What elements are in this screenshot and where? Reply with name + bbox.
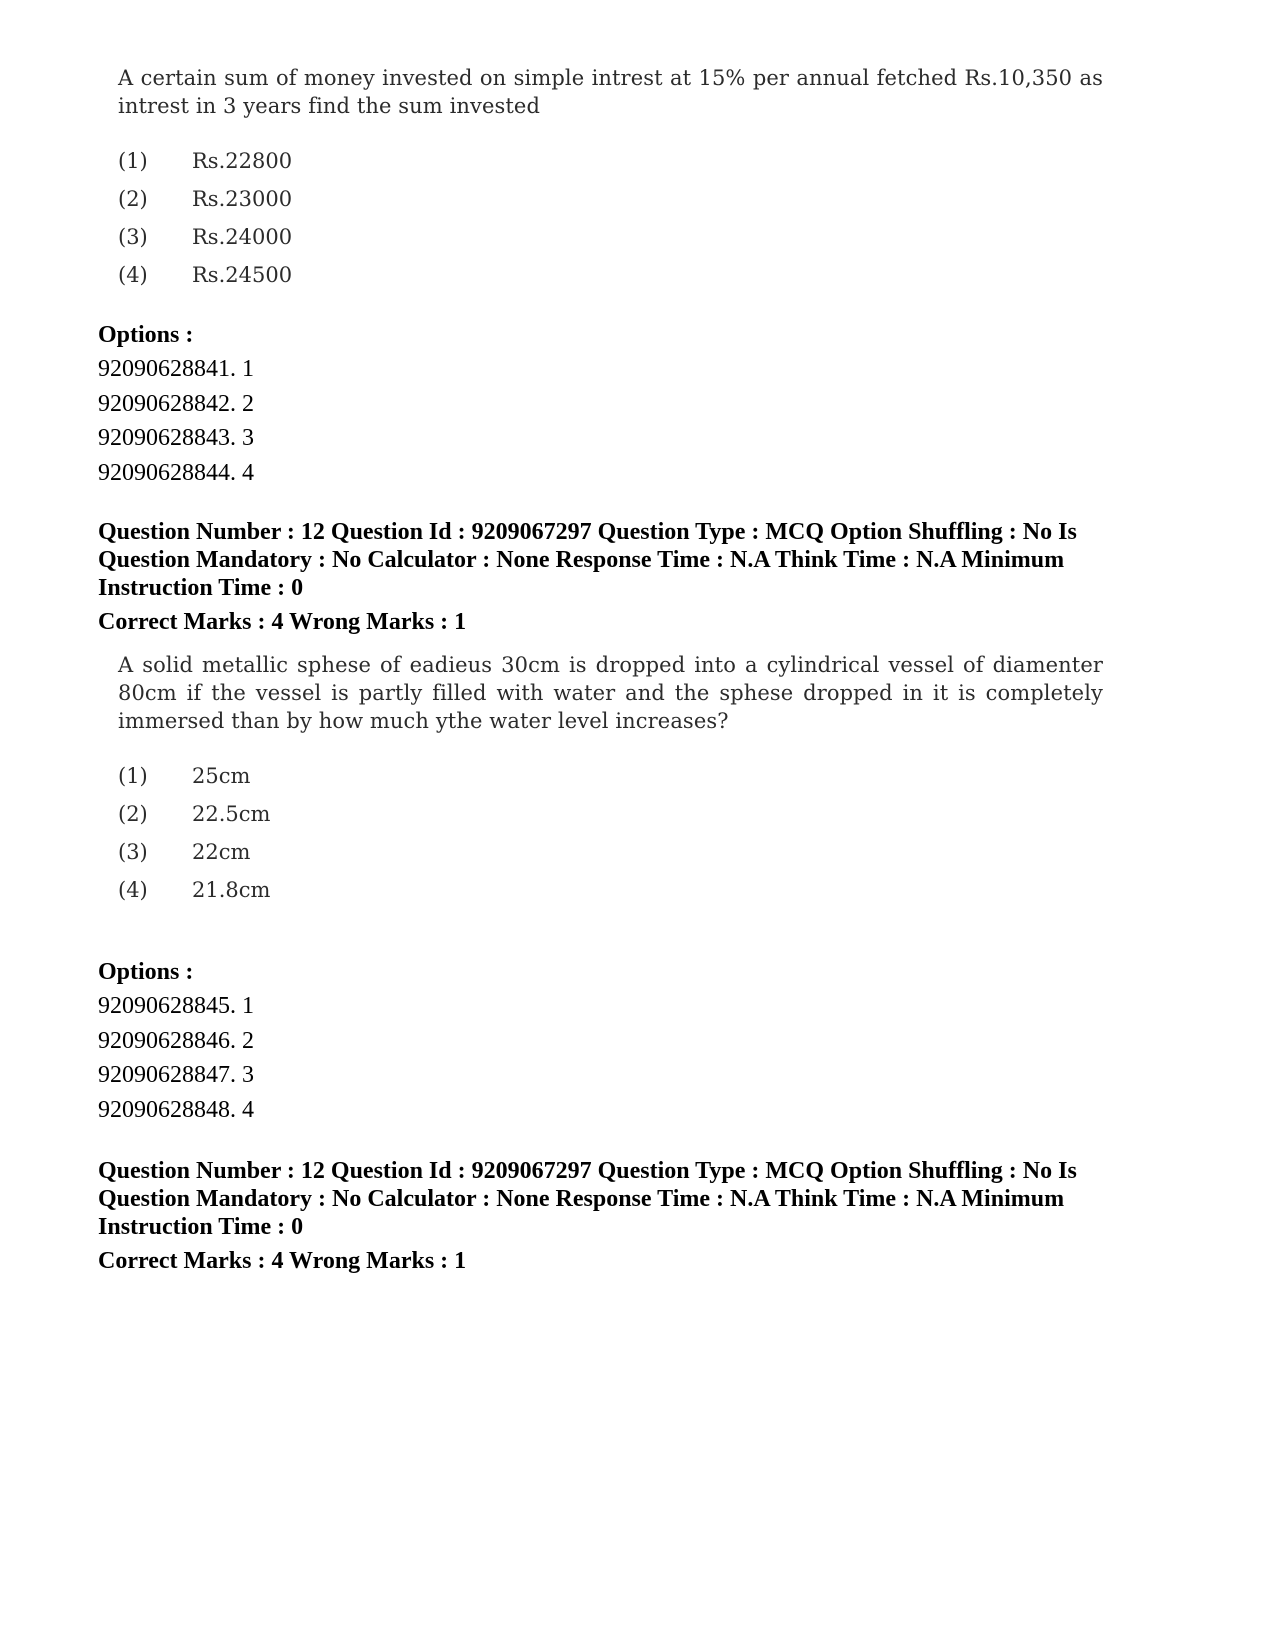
choice-number: (4)	[118, 263, 148, 287]
choice-value: 22.5cm	[192, 802, 271, 826]
choice-item	[118, 757, 1103, 795]
choice-number: (1)	[118, 149, 148, 173]
options-heading: Options :	[98, 959, 194, 985]
choice-item	[118, 795, 1103, 833]
choice-value: 21.8cm	[192, 878, 271, 902]
choice-value: Rs.24500	[192, 263, 293, 287]
question-marks: Correct Marks : 4 Wrong Marks : 1	[98, 1248, 467, 1274]
question-12-image	[118, 651, 1103, 909]
choice-number: (2)	[118, 187, 148, 211]
choice-number: (2)	[118, 802, 148, 826]
options-heading: Options :	[98, 322, 194, 348]
choice-number: (1)	[118, 764, 148, 788]
option-id-line: 92090628844. 4	[98, 459, 254, 486]
choice-item	[118, 180, 1103, 218]
question-11-image	[118, 64, 1103, 294]
choice-value: Rs.22800	[192, 149, 293, 173]
choice-number: (3)	[118, 840, 148, 864]
question-next-header	[98, 1157, 1123, 1275]
question-marks: Correct Marks : 4 Wrong Marks : 1	[98, 609, 467, 635]
option-id-line: 92090628841. 1	[98, 356, 254, 382]
choice-number: (3)	[118, 225, 148, 249]
choice-item	[118, 871, 1103, 909]
question-meta: Question Number : 12 Question Id : 9209067297 Question Type : MCQ Option Shuffling : No Is Question Mandatory : No Calculator : None Response Time : N.A Think Time : N.A Minimum Instruction Time : 0	[98, 519, 1077, 601]
choice-value: 22cm	[192, 840, 251, 864]
choice-value: Rs.23000	[192, 187, 293, 211]
option-id-line: 92090628847. 3	[98, 1062, 254, 1088]
choice-value: 25cm	[192, 764, 251, 788]
choice-value: Rs.24000	[192, 225, 293, 249]
question-meta: Question Number : 12 Question Id : 9209067297 Question Type : MCQ Option Shuffling : No Is Question Mandatory : No Calculator : None Response Time : N.A Think Time : N.A Minimum Instruction Time : 0	[98, 1158, 1077, 1240]
choice-item	[118, 833, 1103, 871]
option-id-line: 92090628842. 2	[98, 390, 254, 417]
option-id-line: 92090628845. 1	[98, 993, 254, 1019]
question-11-text: A certain sum of money invested on simple intrest at 15% per annual fetched Rs.10,350 as intrest in 3 years find the sum invested	[118, 66, 1103, 118]
question-11-options	[98, 318, 254, 490]
choice-item	[118, 256, 1103, 294]
option-id-line: 92090628848. 4	[98, 1096, 254, 1123]
question-12-text: A solid metallic sphese of eadieus 30cm is dropped into a cylindrical vessel of diamenter 80cm if the vessel is partly filled with water and the sphese dropped in it is completely immersed than by how much ythe water level increases?	[118, 653, 1103, 733]
choice-item	[118, 218, 1103, 256]
option-id-line: 92090628846. 2	[98, 1027, 254, 1054]
question-12-choices	[118, 757, 1103, 909]
choice-item	[118, 142, 1103, 180]
question-12-header	[98, 518, 1123, 636]
question-11-choices	[118, 142, 1103, 294]
option-id-line: 92090628843. 3	[98, 425, 254, 451]
question-12-options	[98, 955, 254, 1127]
choice-number: (4)	[118, 878, 148, 902]
